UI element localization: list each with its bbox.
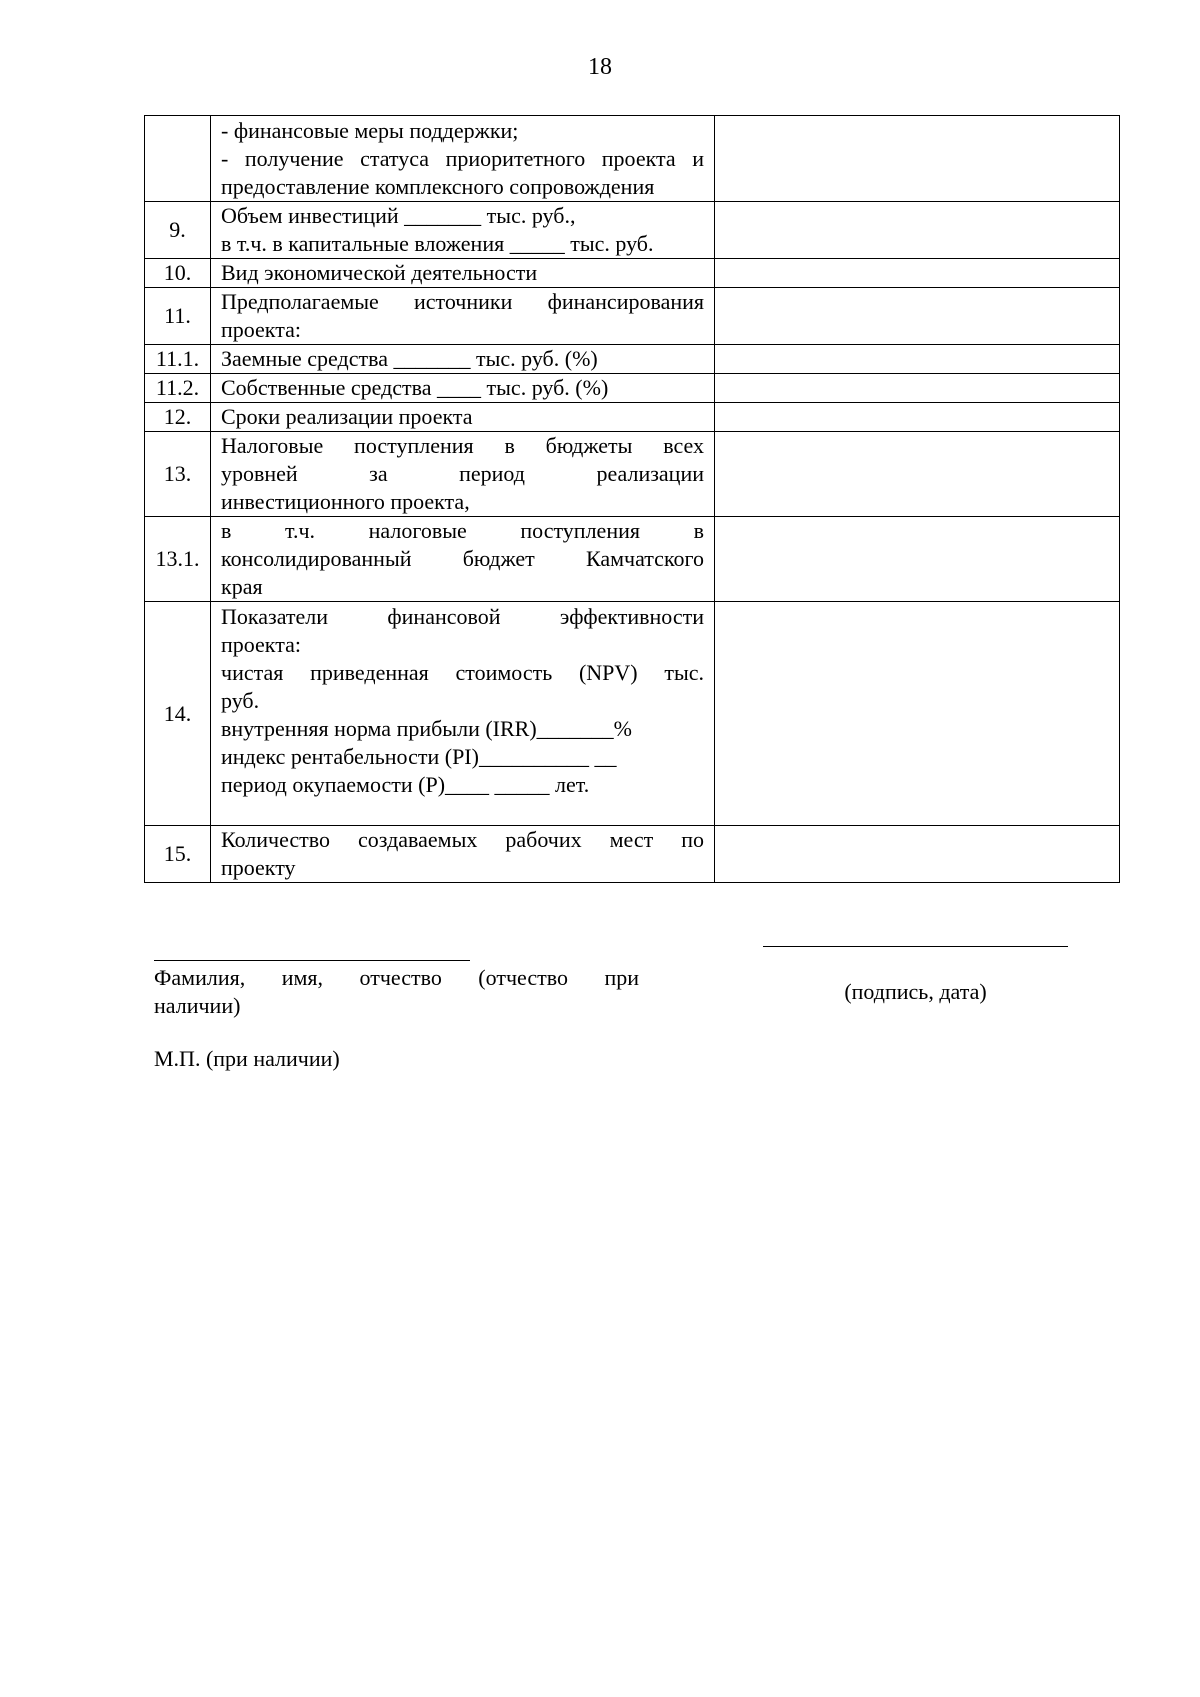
row-value-cell[interactable]	[715, 202, 1120, 259]
full-name-label	[154, 964, 639, 1020]
row-number: 12.	[145, 403, 211, 432]
row-text-line: края	[221, 574, 263, 599]
row-description	[211, 202, 715, 259]
row-text-line: чистая приведенная стоимость (NPV) тыс.	[221, 660, 704, 685]
row-text-line: Вид экономической деятельности	[221, 260, 538, 285]
row-text-line: внутренняя норма прибыли (IRR)_______%	[221, 716, 632, 741]
table-row	[145, 259, 1120, 288]
row-text-line: проекту	[221, 855, 296, 880]
table-row	[145, 432, 1120, 517]
row-value-cell[interactable]	[715, 374, 1120, 403]
row-description	[211, 517, 715, 602]
table-row	[145, 288, 1120, 345]
row-number: 9.	[145, 202, 211, 259]
row-text-line: Заемные средства _______ тыс. руб. (%)	[221, 346, 598, 371]
row-number: 15.	[145, 826, 211, 883]
row-description	[211, 116, 715, 202]
row-text-line: в т.ч. налоговые поступления в	[221, 518, 704, 543]
row-text-line: в т.ч. в капитальные вложения _____ тыс. руб.	[221, 231, 654, 256]
row-number: 13.	[145, 432, 211, 517]
row-description	[211, 432, 715, 517]
table-row	[145, 345, 1120, 374]
table-row	[145, 826, 1120, 883]
row-value-cell[interactable]	[715, 602, 1120, 826]
row-description	[211, 345, 715, 374]
row-number	[145, 116, 211, 202]
row-text-line: предоставление комплексного сопровождения	[221, 173, 655, 199]
signature-date-label: (подпись, дата)	[844, 979, 987, 1004]
row-value-cell[interactable]	[715, 345, 1120, 374]
full-name-label-line: Фамилия, имя, отчество (отчество при	[154, 965, 639, 990]
row-description	[211, 259, 715, 288]
table-row	[145, 403, 1120, 432]
row-number: 10.	[145, 259, 211, 288]
row-text-line: Собственные средства ____ тыс. руб. (%)	[221, 375, 609, 400]
row-description	[211, 602, 715, 826]
row-text-line: - получение статуса приоритетного проекта и	[221, 145, 704, 171]
row-text-line: Показатели финансовой эффективности	[221, 604, 704, 629]
table-row	[145, 374, 1120, 403]
row-text-line: руб.	[221, 688, 260, 713]
row-text-line: индекс рентабельности (PI)__________ __	[221, 744, 617, 769]
table-row	[145, 602, 1120, 826]
row-text-line: консолидированный бюджет Камчатского	[221, 546, 704, 571]
full-name-label-line: наличии)	[154, 993, 241, 1018]
page-number: 18	[588, 54, 612, 80]
row-text-line: уровней за период реализации	[221, 461, 704, 486]
table-row	[145, 202, 1120, 259]
row-value-cell[interactable]	[715, 826, 1120, 883]
row-value-cell[interactable]	[715, 116, 1120, 202]
row-value-cell[interactable]	[715, 403, 1120, 432]
row-value-cell[interactable]	[715, 517, 1120, 602]
row-text-line: проекта:	[221, 632, 301, 657]
row-number: 11.1.	[145, 345, 211, 374]
row-text-line: Сроки реализации проекта	[221, 404, 473, 429]
row-text-line: проекта:	[221, 317, 301, 342]
row-number: 11.2.	[145, 374, 211, 403]
row-value-cell[interactable]	[715, 288, 1120, 345]
row-text-line: Налоговые поступления в бюджеты всех	[221, 433, 704, 458]
row-text-line: период окупаемости (P)____ _____ лет.	[221, 772, 590, 797]
project-info-table	[144, 115, 1120, 883]
row-number: 14.	[145, 602, 211, 826]
row-text-line: Количество создаваемых рабочих мест по	[221, 827, 704, 852]
table-row	[145, 517, 1120, 602]
row-description	[211, 288, 715, 345]
row-value-cell[interactable]	[715, 432, 1120, 517]
row-number: 11.	[145, 288, 211, 345]
row-description	[211, 826, 715, 883]
row-text-line: - финансовые меры поддержки;	[221, 117, 519, 143]
row-description	[211, 374, 715, 403]
signature-date-line[interactable]	[763, 946, 1068, 947]
table-row	[145, 116, 1120, 202]
full-name-line[interactable]	[154, 960, 470, 961]
row-text-line: Объем инвестиций _______ тыс. руб.,	[221, 203, 576, 228]
row-number: 13.1.	[145, 517, 211, 602]
row-text-line: Предполагаемые источники финансирования	[221, 289, 704, 314]
stamp-label: М.П. (при наличии)	[154, 1046, 340, 1071]
row-text-line: инвестиционного проекта,	[221, 489, 470, 514]
row-value-cell[interactable]	[715, 259, 1120, 288]
row-description	[211, 403, 715, 432]
